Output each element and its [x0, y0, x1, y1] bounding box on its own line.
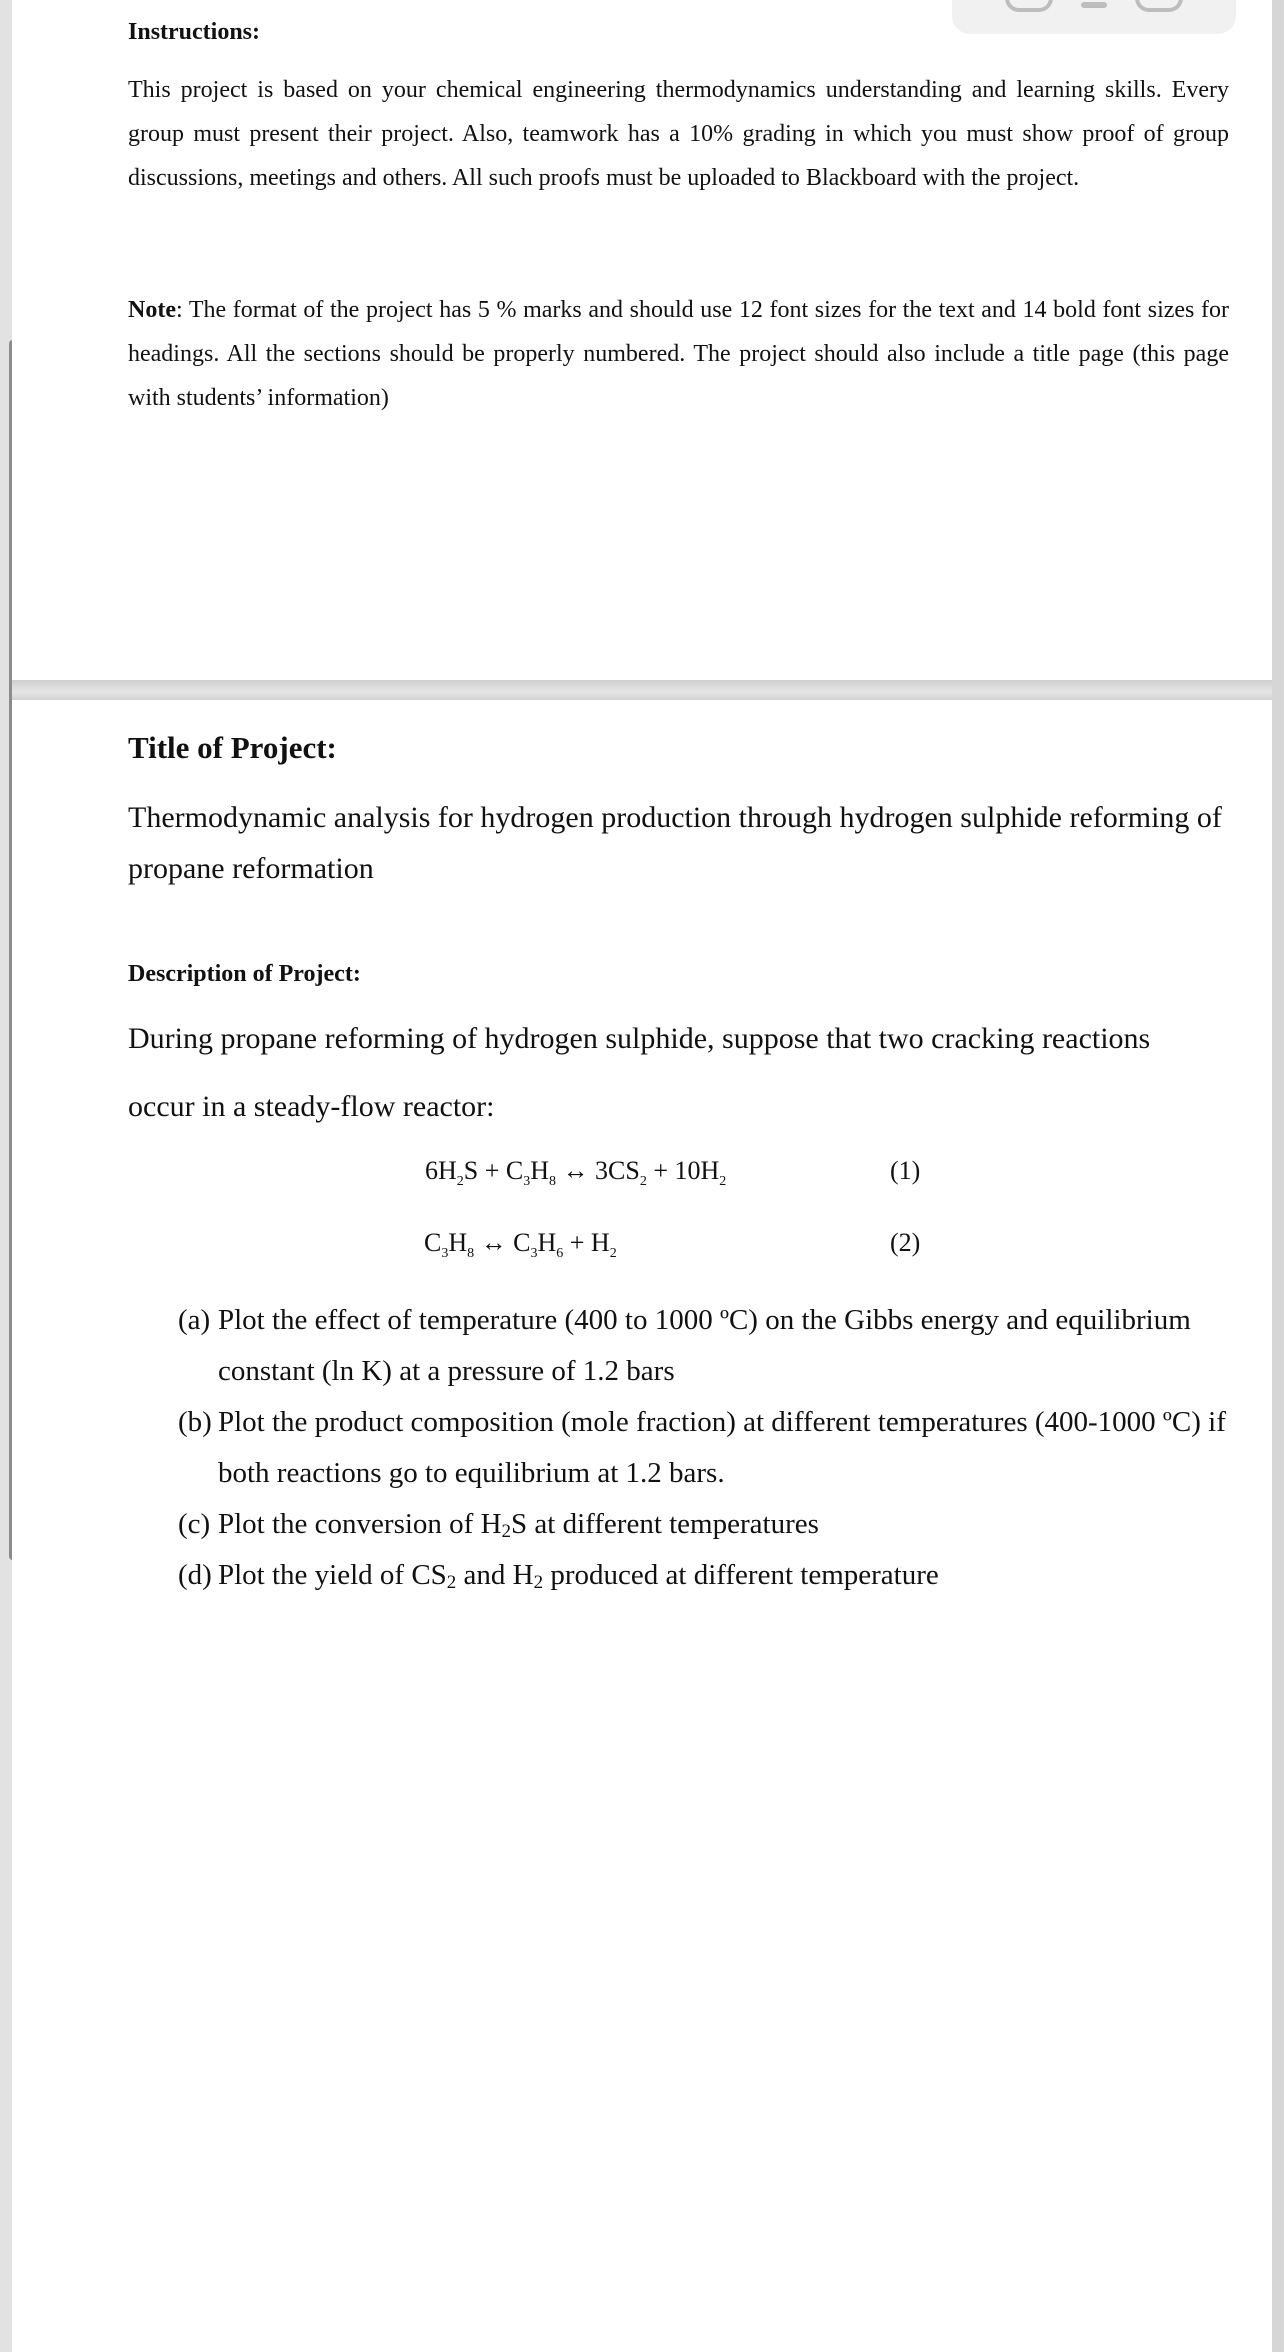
title-heading: Title of Project: — [128, 730, 337, 765]
task-text: Plot the product composition (mole fraction) at different temperatures (400-1000 ºC) if both reactions go to equilibrium at 1.2 bars. — [218, 1406, 1226, 1489]
equation-1-number: (1) — [890, 1156, 921, 1185]
document-page-2 — [12, 700, 1272, 2352]
task-label: (b) — [178, 1406, 212, 1438]
instructions-paragraph: This project is based on your chemical engineering thermodynamics understanding and learning skills. Every group must present their project. Also, teamwork has a 10% grading in which you must show proof of group discussions, meetings and others. All such proofs must be uploaded to Blackboard with the project. — [128, 77, 1229, 191]
task-text: Plot the yield of $CS_2$ and $H_2$ produced at different temperature — [218, 1559, 939, 1593]
toolbar-shape-icon — [1005, 0, 1053, 12]
toolbar-tray-icon — [1135, 0, 1183, 12]
task-item-b — [178, 1397, 1238, 1499]
page-separator — [12, 680, 1272, 700]
task-label: (d) — [178, 1559, 212, 1591]
equation-1: $6H_2S + C_3H_8$ ↔ $3CS_2 + 10H_2$ — [425, 1156, 727, 1189]
viewer-toolbar-pill[interactable] — [952, 0, 1236, 34]
note-label: Note — [128, 297, 176, 323]
toolbar-bar-icon — [1081, 2, 1107, 8]
task-item-c — [178, 1499, 1238, 1550]
note-text: : The format of the project has 5 % marks and should use 12 font sizes for the text and 14 bold font sizes for headings. All the sections should be properly numbered. The project should also include a title page (this page with students’ information) — [128, 297, 1229, 411]
task-text: Plot the effect of temperature (400 to 1000 ºC) on the Gibbs energy and equilibrium constant (ln K) at a pressure of 1.2 bars — [218, 1304, 1191, 1387]
document-page-1 — [12, 0, 1272, 680]
note-paragraph — [128, 288, 1229, 420]
description-text: During propane reforming of hydrogen sulphide, suppose that two cracking reactions occur in a steady-flow reactor: — [128, 1022, 1151, 1123]
task-label: (c) — [178, 1508, 211, 1540]
task-text: Plot the conversion of $H_2S$ at different temperatures — [218, 1508, 819, 1542]
task-item-a — [178, 1295, 1238, 1397]
instructions-heading: Instructions: — [128, 19, 261, 45]
task-item-d — [178, 1550, 1238, 1601]
task-label: (a) — [178, 1304, 211, 1336]
description-heading: Description of Project: — [128, 961, 361, 987]
title-text: Thermodynamic analysis for hydrogen production through hydrogen sulphide reforming of propane reformation — [128, 801, 1222, 885]
equation-2-number: (2) — [890, 1228, 921, 1257]
equation-2: $C_3H_8$ ↔ $C_3H_6 + H_2$ — [424, 1228, 617, 1261]
